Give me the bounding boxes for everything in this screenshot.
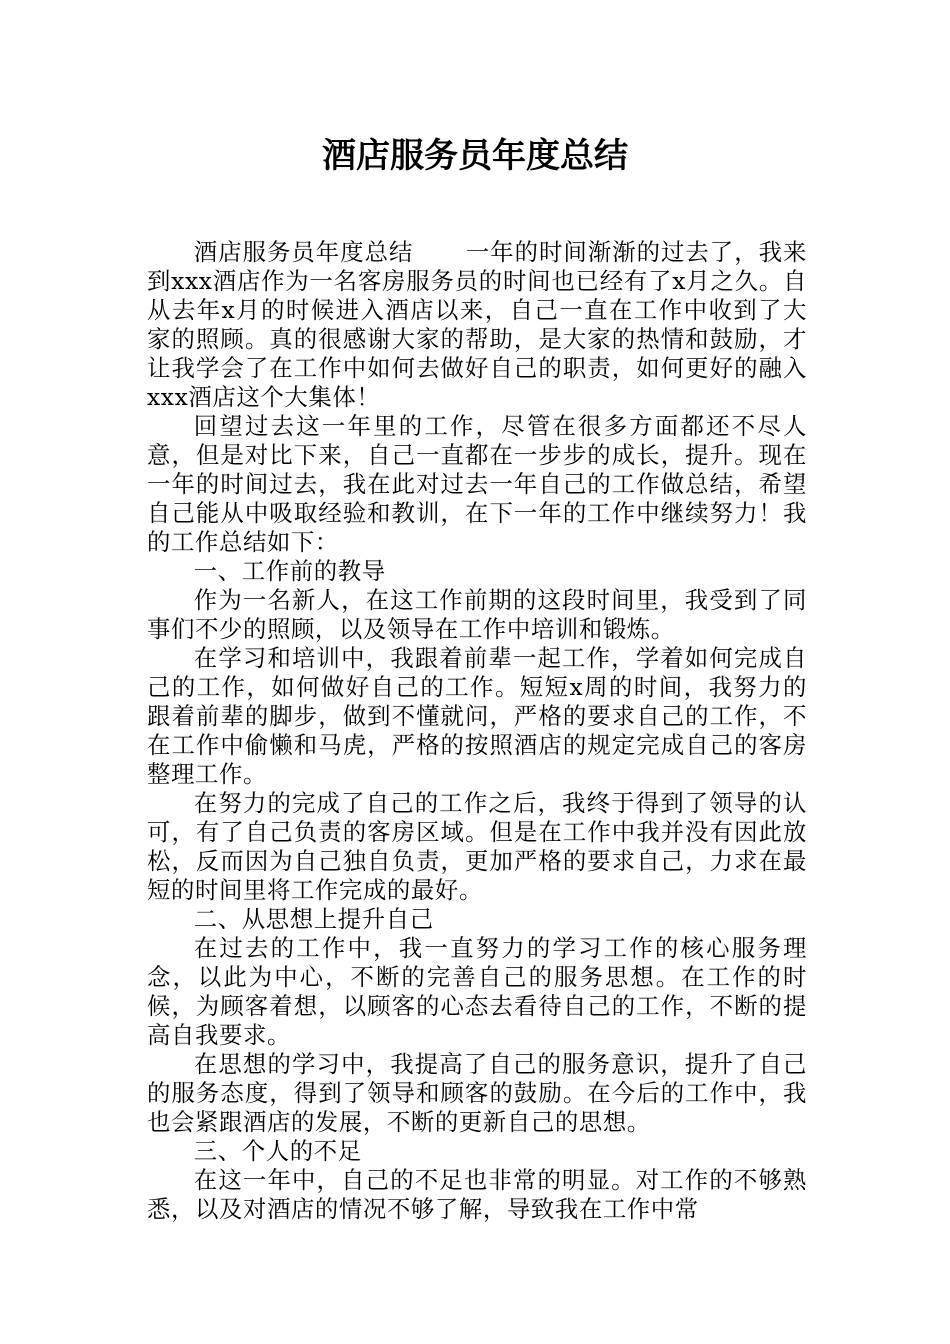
- paragraph: 作为一名新人，在这工作前期的这段时间里，我受到了同事们不少的照顾，以及领导在工作中培训和锻炼。: [147, 586, 807, 643]
- paragraph: 在学习和培训中，我跟着前辈一起工作，学着如何完成自己的工作，如何做好自己的工作。短短x周的时间，我努力的跟着前辈的脚步，做到不懂就问，严格的要求自己的工作，不在工作中偷懒和马虎，严格的按照酒店的规定完成自己的客房整理工作。: [147, 644, 807, 788]
- paragraph: 在这一年中，自己的不足也非常的明显。对工作的不够熟悉，以及对酒店的情况不够了解，导致我在工作中常: [147, 1166, 807, 1223]
- intro-label: 酒店服务员年度总结: [193, 238, 414, 266]
- paragraph-intro: [147, 238, 807, 412]
- paragraph-text: 一年的时间渐渐的过去了，我来到xxx酒店作为一名客房服务员的时间也已经有了x月之久。自从去年x月的时候进入酒店以来，自己一直在工作中收到了大家的照顾。真的很感谢大家的帮助，是大家的热情和鼓励，才让我学会了在工作中如何去做好自己的职责，如何更好的融入xxx酒店这个大集体！: [147, 238, 807, 411]
- section-heading: 二、从思想上提升自己: [193, 905, 434, 933]
- paragraph: 在思想的学习中，我提高了自己的服务意识，提升了自己的服务态度，得到了领导和顾客的鼓励。在今后的工作中，我也会紧跟酒店的发展，不断的更新自己的思想。: [147, 1050, 807, 1136]
- section-heading: 一、工作前的教导: [193, 557, 386, 585]
- document-title: 酒店服务员年度总结: [322, 136, 628, 176]
- section-heading: 三、个人的不足: [193, 1137, 362, 1165]
- document-body: [147, 238, 807, 1224]
- paragraph: 在过去的工作中，我一直努力的学习工作的核心服务理念，以此为中心，不断的完善自己的服务思想。在工作的时候，为顾客着想，以顾客的心态去看待自己的工作，不断的提高自我要求。: [147, 934, 807, 1049]
- paragraph: 回望过去这一年里的工作，尽管在很多方面都还不尽人意，但是对比下来，自己一直都在一步步的成长，提升。现在一年的时间过去，我在此对过去一年自己的工作做总结，希望自己能从中吸取经验和教训，在下一年的工作中继续努力！我的工作总结如下：: [147, 412, 807, 556]
- paragraph: 在努力的完成了自己的工作之后，我终于得到了领导的认可，有了自己负责的客房区域。但是在工作中我并没有因此放松，反而因为自己独自负责，更加严格的要求自己，力求在最短的时间里将工作完成的最好。: [147, 789, 807, 904]
